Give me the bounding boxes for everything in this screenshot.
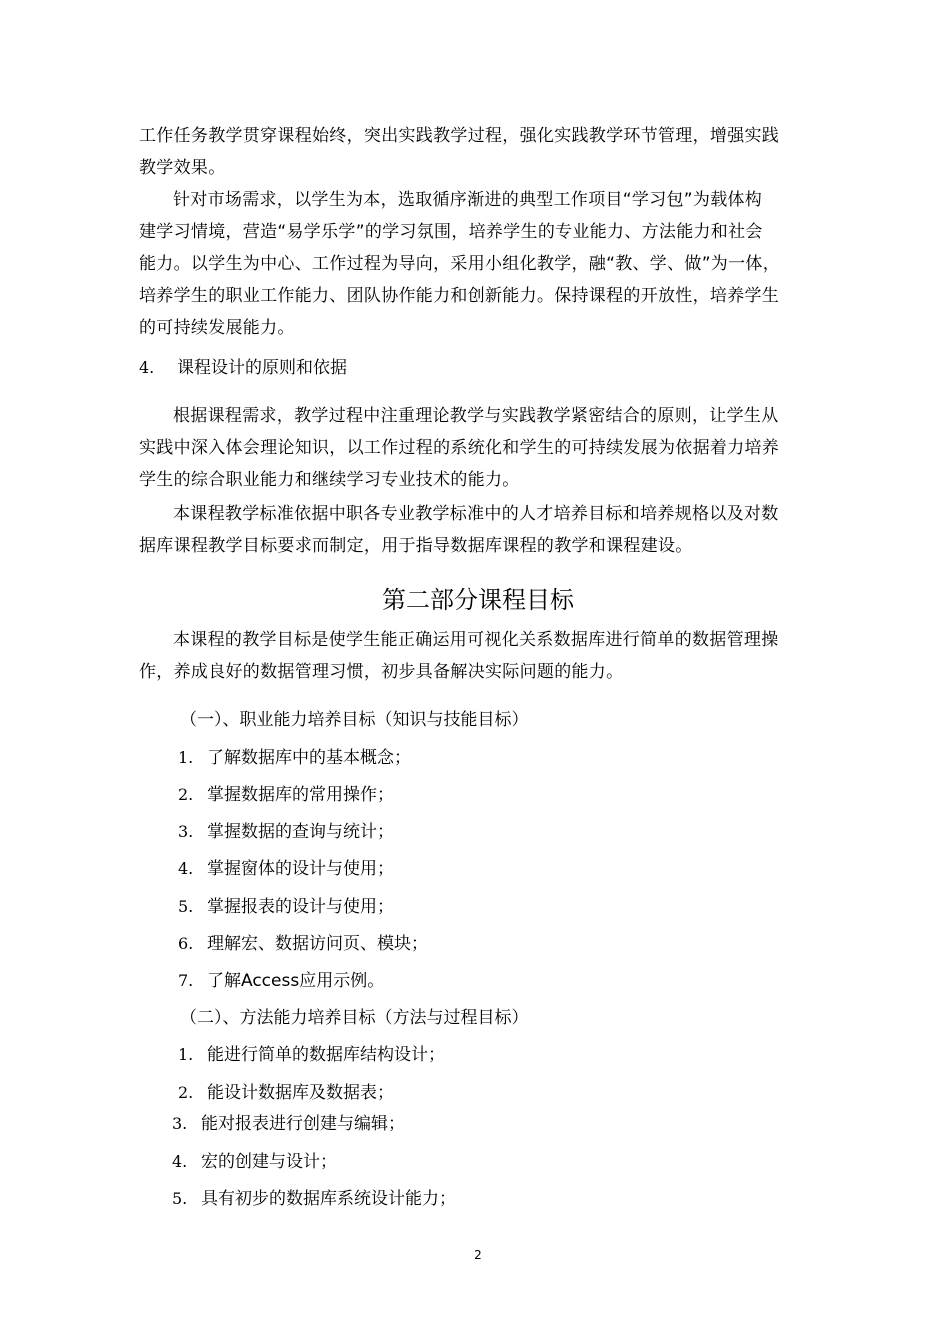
list-item-text: 了解Access应用示例。	[207, 971, 385, 991]
list-item-text: 掌握窗体的设计与使用；	[207, 859, 394, 879]
paragraph-line: 教学效果。	[139, 158, 226, 178]
list-item-text: 能设计数据库及数据表；	[207, 1083, 394, 1103]
paragraph-line: 针对市场需求，以学生为本，选取循序渐进的典型工作项目“学习包”为载体构	[173, 190, 763, 210]
section-title: 第二部分课程目标	[382, 586, 574, 614]
objectives-title-method-process: （二）、方法能力培养目标（方法与过程目标）	[180, 1008, 529, 1028]
paragraph-line: 工作任务教学贯穿课程始终，突出实践教学过程，强化实践教学环节管理，增强实践	[139, 126, 780, 146]
list-item	[172, 1187, 456, 1211]
paragraph-line: 建学习情境，营造“易学乐学”的学习氛围，培养学生的专业能力、方法能力和社会	[139, 222, 763, 242]
paragraph-line: 本课程的教学目标是使学生能正确运用可视化关系数据库进行简单的数据管理操	[173, 630, 779, 650]
list-item-number: 6.	[178, 934, 194, 953]
list-item	[178, 895, 394, 919]
list-item-number: 5.	[178, 897, 194, 916]
list-item-number: 4.	[178, 859, 194, 878]
list-item-number: 4.	[172, 1152, 188, 1171]
paragraph-line: 作，养成良好的数据管理习惯，初步具备解决实际问题的能力。	[139, 662, 624, 682]
list-item	[178, 932, 428, 956]
list-item	[178, 857, 394, 881]
paragraph-line: 能力。以学生为中心、工作过程为导向，采用小组化教学，融“教、学、做”为一体，	[139, 254, 781, 274]
heading-design-principles: 课程设计的原则和依据	[177, 358, 347, 378]
list-item-text: 掌握数据的查询与统计；	[207, 822, 394, 842]
list-item-text: 宏的创建与设计；	[201, 1152, 337, 1172]
paragraph-line: 学生的综合职业能力和继续学习专业技术的能力。	[139, 470, 520, 490]
heading-number: 4.	[139, 358, 155, 377]
paragraph-practice-teaching	[139, 120, 815, 184]
paragraph-line: 本课程教学标准依据中职各专业教学标准中的人才培养目标和培养规格以及对数	[173, 504, 779, 524]
list-item-text: 能进行简单的数据库结构设计；	[207, 1045, 445, 1065]
paragraph-line: 据库课程教学目标要求而制定，用于指导数据库课程的教学和课程建设。	[139, 536, 693, 556]
paragraph-market-demand	[139, 184, 815, 344]
list-item	[178, 1043, 445, 1067]
list-item-number: 7.	[178, 971, 194, 990]
list-item-text: 具有初步的数据库系统设计能力；	[201, 1189, 456, 1209]
list-item-text: 了解数据库中的基本概念；	[207, 748, 411, 768]
list-item	[172, 1112, 405, 1136]
paragraph-line: 实践中深入体会理论知识，以工作过程的系统化和学生的可持续发展为依据着力培养	[139, 438, 780, 458]
list-item-text: 理解宏、数据访问页、模块；	[207, 934, 428, 954]
list-item-number: 3.	[172, 1114, 188, 1133]
paragraph-course-needs	[139, 400, 815, 496]
list-item-text: 能对报表进行创建与编辑；	[201, 1114, 405, 1134]
objectives-title-knowledge-skills: （一）、职业能力培养目标（知识与技能目标）	[180, 710, 529, 730]
list-item	[178, 783, 394, 807]
list-item-number: 1.	[178, 748, 194, 767]
list-item-number: 1.	[178, 1045, 194, 1064]
list-item-text: 掌握数据库的常用操作；	[207, 785, 394, 805]
list-item	[178, 969, 384, 993]
paragraph-teaching-standard	[139, 498, 815, 562]
list-item-number: 3.	[178, 822, 194, 841]
paragraph-line: 根据课程需求，教学过程中注重理论教学与实践教学紧密结合的原则，让学生从	[173, 406, 779, 426]
list-item-number: 5.	[172, 1189, 188, 1208]
paragraph-teaching-goal	[139, 624, 815, 688]
list-item-text: 掌握报表的设计与使用；	[207, 897, 394, 917]
paragraph-line: 培养学生的职业工作能力、团队协作能力和创新能力。保持课程的开放性，培养学生	[139, 286, 780, 306]
paragraph-line: 的可持续发展能力。	[139, 318, 295, 338]
list-item	[172, 1150, 337, 1174]
list-item	[178, 820, 394, 844]
list-item	[178, 1081, 394, 1105]
list-item-number: 2.	[178, 785, 194, 804]
list-item-number: 2.	[178, 1083, 194, 1102]
page-number: 2	[474, 1248, 482, 1262]
list-item	[178, 746, 411, 770]
